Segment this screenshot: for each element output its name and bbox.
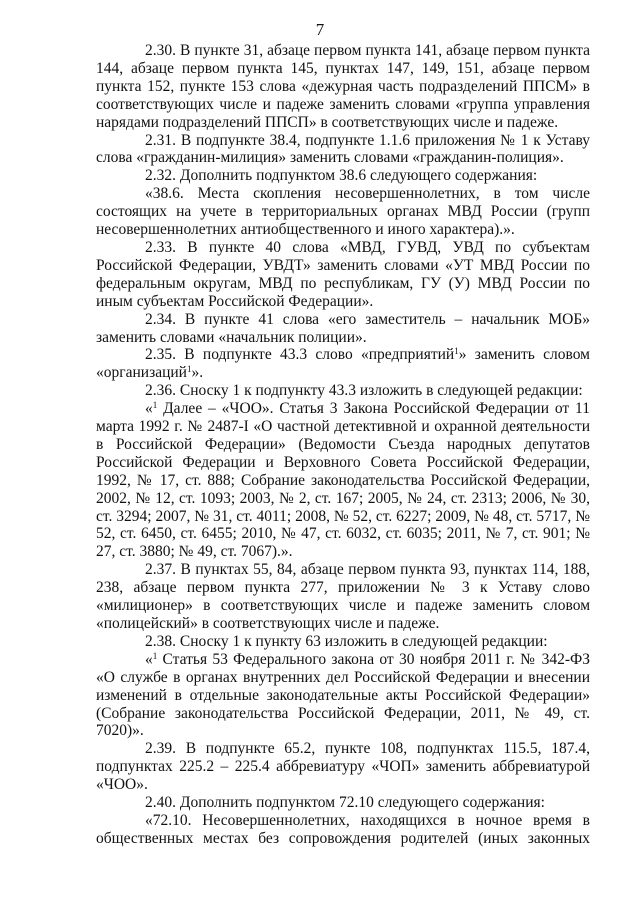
footnote-marker: 1 xyxy=(186,364,192,375)
paragraph-2-33: 2.33. В пункте 40 слова «МВД, ГУВД, УВД по субъектам Российской Федерации, УВДТ» заменить словами «УТ МВД России по федеральным округам, МВД по республикам, ГУ (У) МВД России по иным субъектам Российской Федерации». xyxy=(96,238,590,310)
document-body xyxy=(96,42,590,848)
paragraph-2-31: 2.31. В подпункте 38.4, подпункте 1.1.6 приложения № 1 к Уставу слова «гражданин-милиция» заменить словами «гражданин-полиция». xyxy=(96,131,590,167)
paragraph-38-6: «38.6. Места скопления несовершеннолетних, в том числе состоящих на учете в территориальных органах МВД России (групп несовершеннолетних антиобщественного и иного характера).». xyxy=(96,185,590,239)
paragraph-2-35-text-end: ». xyxy=(191,364,204,382)
paragraph-2-35 xyxy=(96,346,590,382)
paragraph-2-36: 2.36. Сноску 1 к подпункту 43.3 изложить в следующей редакции: xyxy=(145,382,583,400)
footnote-2-text xyxy=(96,651,590,741)
footnote-2-body: Статья 53 Федерального закона от 30 ноября 2011 г. № 342-ФЗ «О службе в органах внутренних дел Российской Федерации и внесении изменений в отдельные законодательные акты Российской Федерации» (Собрание законодательства Российской Федерации, 2011, № 49, ст. 7020)». xyxy=(96,650,590,740)
paragraph-2-35-text-start: 2.35. В подпункте 43.3 слово «предприятий xyxy=(145,346,455,364)
footnote-1-body: Далее – «ЧОО». Статья 3 Закона Российской Федерации от 11 марта 1992 г. № 2487-I «О частной детективной и охранной деятельности в Российской Федерации» (Ведомости Съезда народных депутатов Российской Федерации и Верховного Совета Российской Федерации, 1992, № 17, ст. 888; Собрание законодательства Российской Федерации, 2002, № 12, ст. 1093; 2003, № 2, ст. 167; 2005, № 24, ст. 2313; 2006, № 30, ст. 3294; 2007, № 31, ст. 4011; 2008, № 52, ст. 6227; 2009, № 48, ст. 5717, № 52, ст. 6450, ст. 6455; 2010, № 47, ст. 6032, ст. 6035; 2011, № 7, ст. 901; № 27, ст. 3880; № 49, ст. 7067).». xyxy=(96,400,590,561)
footnote-2-open-quote: « xyxy=(145,650,153,668)
paragraph-2-40: 2.40. Дополнить подпунктом 72.10 следующего содержания: xyxy=(145,794,545,812)
paragraph-2-35-text-middle: » заменить словом «организаций xyxy=(96,346,590,382)
footnote-1-open-quote: « xyxy=(145,400,153,418)
footnote-marker: 1 xyxy=(454,346,459,357)
footnote-1-text xyxy=(96,400,590,561)
paragraph-2-38: 2.38. Сноску 1 к пункту 63 изложить в следующей редакции: xyxy=(145,632,548,650)
paragraph-72-10: «72.10. Несовершеннолетних, находящихся в ночное время в общественных местах без сопровождения родителей (иных законных xyxy=(96,811,590,847)
paragraph-2-39: 2.39. В подпункте 65.2, пункте 108, подпунктах 115.5, 187.4, подпунктах 225.2 – 225.4 аббревиатуру «ЧОП» заменить аббревиатурой «ЧОО». xyxy=(96,740,590,794)
paragraph-2-30: 2.30. В пункте 31, абзаце первом пункта 141, абзаце первом пункта 144, абзаце первом пункта 145, пунктах 147, 149, 151, абзаце первом пункта 152, пункте 153 слова «дежурная часть подразделений ППСМ» в соответствующих числе и падеже заменить словами «группа управления нарядами подразделений ППСП» в соответствующих числе и падеже. xyxy=(96,42,590,131)
paragraph-2-37: 2.37. В пунктах 55, 84, абзаце первом пункта 93, пунктах 114, 188, 238, абзаце первом пункта 277, приложении № 3 к Уставу слово «милиционер» в соответствующих числе и падеже заменить словом «полицейский» в соответствующих числе и падеже. xyxy=(96,561,590,632)
footnote-marker: 1 xyxy=(152,650,158,661)
paragraph-2-34: 2.34. В пункте 41 слова «его заместитель – начальник МОБ» заменить словами «начальник полиции». xyxy=(96,310,590,346)
paragraph-2-32: 2.32. Дополнить подпунктом 38.6 следующего содержания: xyxy=(145,167,538,185)
footnote-marker: 1 xyxy=(152,400,158,411)
page-number: 7 xyxy=(315,20,325,39)
